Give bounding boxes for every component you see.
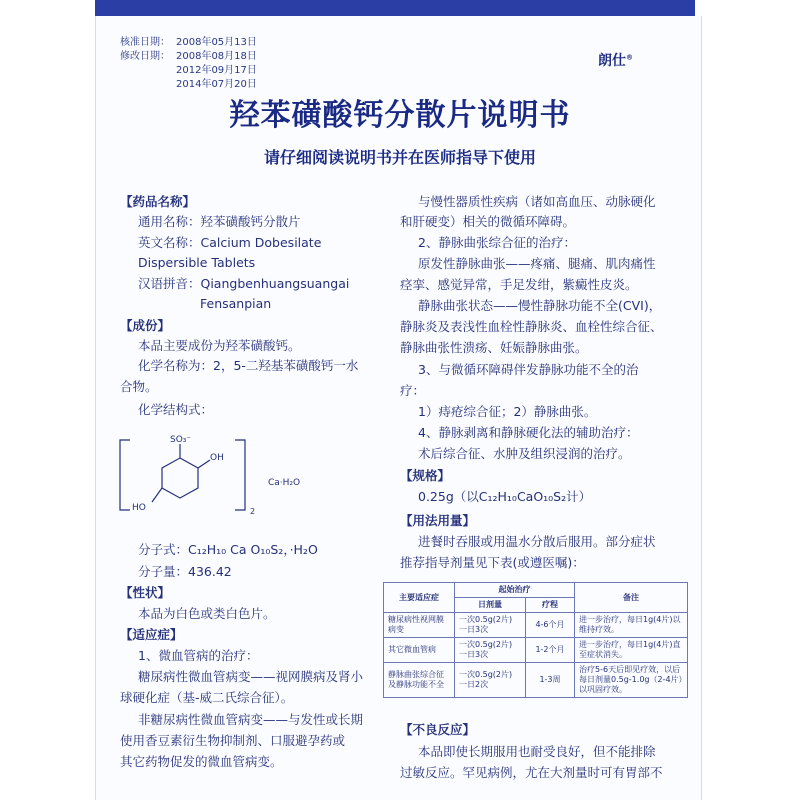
brand-name: 朗仕® xyxy=(598,53,633,69)
structure-subscript-2: 2 xyxy=(250,507,256,516)
cell-daily: 一次0.5g(2片) 一日2次 xyxy=(455,663,526,698)
right-line-12: 4、静脉剥离和静脉硬化法的辅助治疗： xyxy=(418,425,639,440)
right-line-2: 和肝硬变）相关的微循环障碍。 xyxy=(400,214,576,229)
cell-indication: 糖尿病性视网膜病变 xyxy=(384,613,455,638)
spec-text: 0.25g（以C₁₂H₁₀CaO₁₀S₂计） xyxy=(418,489,592,504)
revision-date-2: 2012年09月17日 xyxy=(176,65,257,76)
structure-ho-label: HO xyxy=(132,503,146,513)
cell-note: 进一步治疗，每日1g(4片)以维持疗效。 xyxy=(575,613,688,638)
indication-line-6: 其它药物促发的微血管病变。 xyxy=(120,754,283,769)
document-subtitle: 请仔细阅读说明书并在医师指导下使用 xyxy=(263,148,536,167)
usage-heading: 【用法用量】 xyxy=(400,513,476,528)
structure-oh-label: OH xyxy=(210,453,224,463)
cell-course: 1-3周 xyxy=(526,663,575,698)
right-line-11: 1）痔疮综合征；2）静脉曲张。 xyxy=(418,404,597,419)
english-name-1: 英文名称：Calcium Dobesilate xyxy=(138,235,322,250)
right-line-3: 2、静脉曲张综合征的治疗： xyxy=(418,235,576,250)
structure-label: 化学结构式： xyxy=(138,402,214,417)
header-start-treatment: 起始治疗 xyxy=(455,583,575,598)
dates-block xyxy=(120,36,257,92)
adverse-line-2: 过敏反应。罕见病例，尤在大剂量时可有胃部不 xyxy=(400,765,663,780)
right-line-5: 痉挛、感觉异常，手足发绀，紫癜性皮炎。 xyxy=(400,277,638,292)
pinyin-2: Fensanpian xyxy=(200,296,272,311)
right-line-13: 术后综合征、水肿及组织浸润的治疗。 xyxy=(418,446,631,461)
drug-name-heading: 【药品名称】 xyxy=(120,194,196,209)
pinyin-1: 汉语拼音：Qiangbenhuangsuangai xyxy=(138,276,350,291)
english-name-2: Dispersible Tablets xyxy=(138,255,256,270)
indication-line-4: 非糖尿病性微血管病变——与发性或长期 xyxy=(138,712,364,727)
character-heading: 【性状】 xyxy=(120,585,171,600)
right-line-7: 静脉炎及表浅性血栓性静脉炎、血栓性综合征、 xyxy=(400,319,663,334)
structure-so3-label: SO₃⁻ xyxy=(170,435,192,445)
indications-heading: 【适应症】 xyxy=(120,627,183,642)
header-daily-dose: 日剂量 xyxy=(455,598,526,613)
cell-course: 1-2个月 xyxy=(526,638,575,663)
molecular-weight: 分子量：436.42 xyxy=(138,564,232,579)
cell-indication: 其它微血管病 xyxy=(384,638,455,663)
cell-note: 进一步治疗，每日1g(4片)直至症状消失。 xyxy=(575,638,688,663)
approval-date-label: 核准日期： xyxy=(120,37,170,48)
approval-date: 2008年05月13日 xyxy=(176,37,257,48)
usage-line-1: 进餐时吞服或用温水分散后服用。部分症状 xyxy=(418,534,656,549)
indication-line-5: 使用香豆素衍生物抑制剂、口服避孕药或 xyxy=(120,733,346,748)
dosage-table xyxy=(383,582,688,698)
spec-heading: 【规格】 xyxy=(400,468,451,483)
adverse-heading: 【不良反应】 xyxy=(400,722,476,737)
cell-daily: 一次0.5g(2片) 一日3次 xyxy=(455,613,526,638)
chemical-structure-diagram xyxy=(110,430,410,520)
table-row xyxy=(384,638,688,663)
character-text: 本品为白色或类白色片。 xyxy=(138,606,276,621)
table-row xyxy=(384,663,688,698)
header-course: 疗程 xyxy=(526,598,575,613)
right-line-4: 原发性静脉曲张——疼痛、腿痛、肌肉痛性 xyxy=(418,256,656,271)
revision-date-3: 2014年07月20日 xyxy=(176,79,257,90)
composition-line-2: 化学名称为：2，5-二羟基苯磺酸钙一水 xyxy=(138,358,359,373)
molecular-formula: 分子式：C₁₂H₁₀ Ca O₁₀S₂，·H₂O xyxy=(138,542,318,557)
generic-name: 通用名称：羟苯磺酸钙分散片 xyxy=(138,214,301,229)
composition-heading: 【成份】 xyxy=(120,318,171,333)
right-line-8: 静脉曲张性溃疡、妊娠静脉曲张。 xyxy=(400,340,588,355)
revision-date-1: 2008年08月18日 xyxy=(176,51,257,62)
right-line-6: 静脉曲张状态——慢性静脉功能不全(CVI)， xyxy=(418,298,662,313)
registered-mark: ® xyxy=(626,53,633,62)
header-note: 备注 xyxy=(575,583,688,613)
cell-daily: 一次0.5g(2片) 一日3次 xyxy=(455,638,526,663)
right-line-1: 与慢性器质性疾病（诸如高血压、动脉硬化 xyxy=(418,194,656,209)
right-line-9: 3、与微循环障碍伴发静脉功能不全的治 xyxy=(418,362,639,377)
cell-note: 治疗5-6天后即见疗效，以后每日剂量0.5g-1.0g（2-4片）以巩固疗效。 xyxy=(575,663,688,698)
cell-course: 4-6个月 xyxy=(526,613,575,638)
composition-line-1: 本品主要成份为羟苯磺酸钙。 xyxy=(138,338,301,353)
top-blue-band xyxy=(95,0,695,16)
usage-line-2: 推荐指导剂量见下表(或遵医嘱)： xyxy=(400,555,585,570)
revision-date-label: 修改日期： xyxy=(120,51,170,62)
cell-indication: 静脉曲张综合征及静脉功能不全 xyxy=(384,663,455,698)
document-title: 羟苯磺酸钙分散片说明书 xyxy=(229,98,571,133)
structure-calcium-label: Ca·H₂O xyxy=(268,478,301,488)
adverse-line-1: 本品即使长期服用也耐受良好，但不能排除 xyxy=(418,744,656,759)
indication-line-3: 球硬化症（基-威二氏综合征）。 xyxy=(120,690,294,705)
right-line-10: 疗： xyxy=(400,383,426,398)
header-indication: 主要适应症 xyxy=(384,583,455,613)
composition-line-3: 合物。 xyxy=(120,379,158,394)
indication-line-2: 糖尿病性微血管病变——视网膜病及肾小 xyxy=(138,669,364,684)
table-row xyxy=(384,613,688,638)
indication-line-1: 1、微血管病的治疗： xyxy=(138,648,259,663)
